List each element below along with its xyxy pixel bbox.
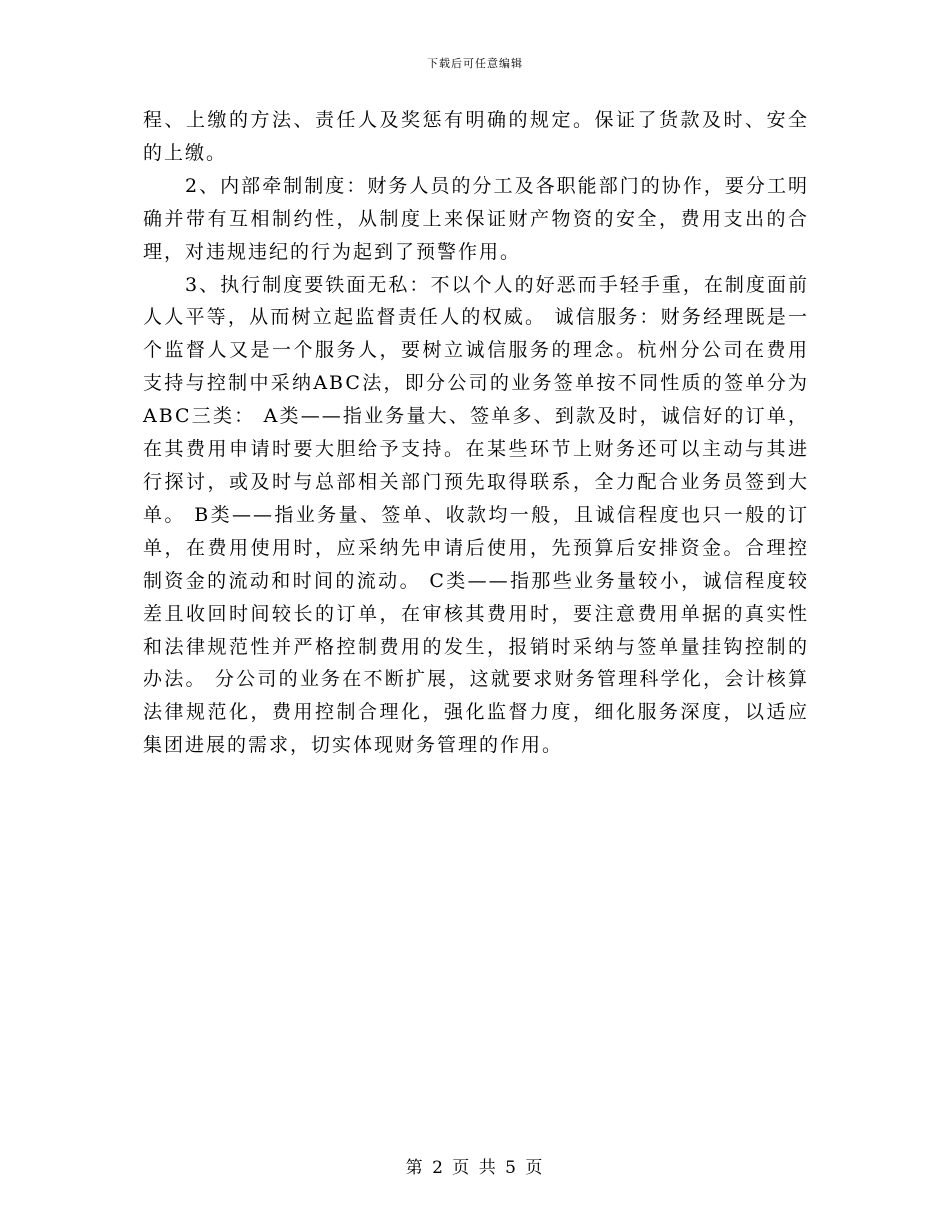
- paragraph-internal-control: 2、内部牵制制度：财务人员的分工及各职能部门的协作，要分工明确并带有互相制约性，从制度上来保证财产物资的安全，费用支出的合理，对违规违纪的行为起到了预警作用。: [143, 174, 809, 263]
- page-header: 下载后可任意编辑: [427, 57, 523, 70]
- paragraph-continuation: 程、上缴的方法、责任人及奖惩有明确的规定。保证了货款及时、安全的上缴。: [143, 109, 809, 164]
- document-body: [143, 104, 809, 762]
- paragraph-enforcement: 3、执行制度要铁面无私：不以个人的好恶而手轻手重，在制度面前人人平等，从而树立起监督责任人的权威。 诚信服务：财务经理既是一个监督人又是一个服务人，要树立诚信服务的理念。杭州分公司在费用支持与控制中采纳ABC法，即分公司的业务签单按不同性质的签单分为ABC三类： A类——指业务量大、签单多、到款及时，诚信好的订单，在其费用申请时要大胆给予支持。在某些环节上财务还可以主动与其进行探讨，或及时与总部相关部门预先取得联系，全力配合业务员签到大单。 B类——指业务量、签单、收款均一般，且诚信程度也只一般的订单，在费用使用时，应采纳先申请后使用，先预算后安排资金。合理控制资金的流动和时间的流动。 C类——指那些业务量较小，诚信程度较差且收回时间较长的订单，在审核其费用时，要注意费用单据的真实性和法律规范性并严格控制费用的发生，报销时采纳与签单量挂钩控制的办法。 分公司的业务在不断扩展，这就要求财务管理科学化，会计核算法律规范化，费用控制合理化，强化监督力度，细化服务深度，以适应集团进展的需求，切实体现财务管理的作用。: [143, 273, 809, 757]
- page-number: 第 2 页 共 5 页: [405, 1158, 545, 1178]
